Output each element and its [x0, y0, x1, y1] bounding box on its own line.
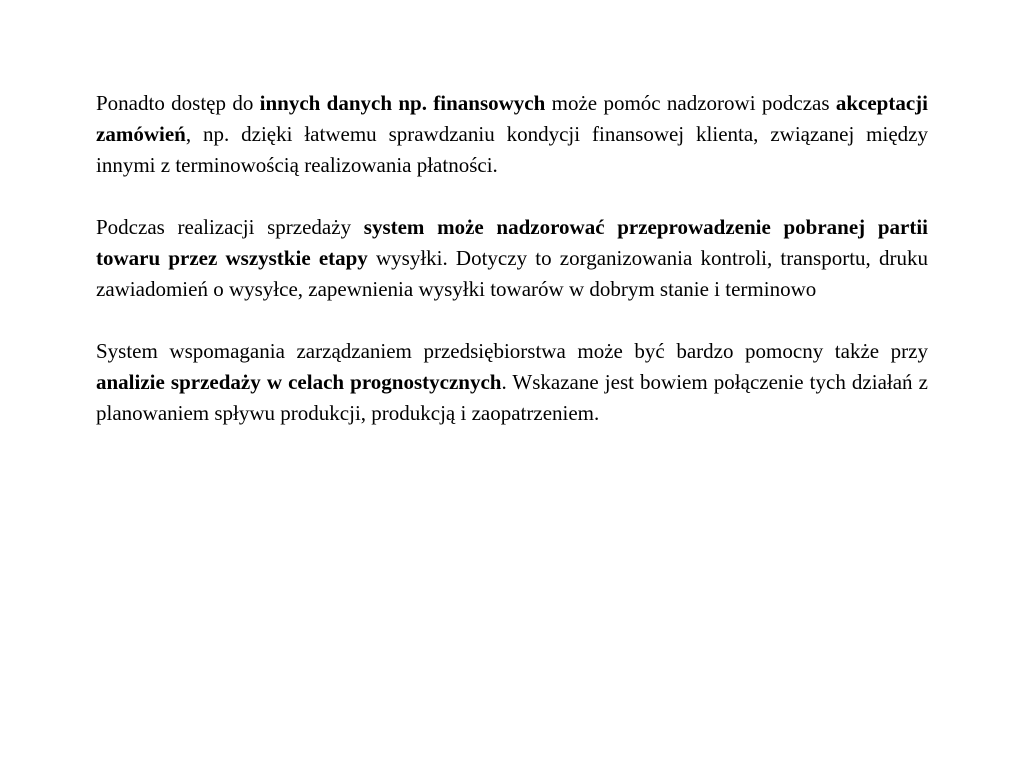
text-segment: Ponadto dostęp do: [96, 91, 260, 115]
paragraph-shipping: [96, 212, 928, 305]
slide-content: [96, 88, 928, 460]
paragraph-financial-data: [96, 88, 928, 181]
text-segment: może pomóc nadzorowi podczas: [545, 91, 836, 115]
bold-segment: system może nadzorować przeprowadzenie pobranej partii towaru przez wszystkie etapy: [96, 215, 929, 270]
bold-segment: analizie sprzedaży w celach prognostycznych: [96, 370, 502, 394]
text-segment: System wspomagania zarządzaniem przedsiębiorstwa może być bardzo pomocny także przy: [96, 339, 928, 363]
text-segment: Podczas realizacji sprzedaży: [96, 215, 364, 239]
bold-segment: akceptacji zamówień: [96, 91, 928, 146]
paragraph-sales-analysis: [96, 336, 928, 429]
bold-segment: innych danych np. finansowych: [259, 91, 546, 115]
text-segment: , np. dzięki łatwemu sprawdzaniu kondycji finansowej klienta, związanej między innymi z terminowością realizowania płatności.: [96, 122, 928, 177]
text-segment: . Wskazane jest bowiem połączenie tych działań z planowaniem spływu produkcji, produkcją i zaopatrzeniem.: [96, 370, 928, 425]
text-segment: wysyłki. Dotyczy to zorganizowania kontroli, transportu, druku zawiadomień o wysyłce, zapewnienia wysyłki towarów w dobrym stanie i terminowo: [96, 246, 928, 301]
